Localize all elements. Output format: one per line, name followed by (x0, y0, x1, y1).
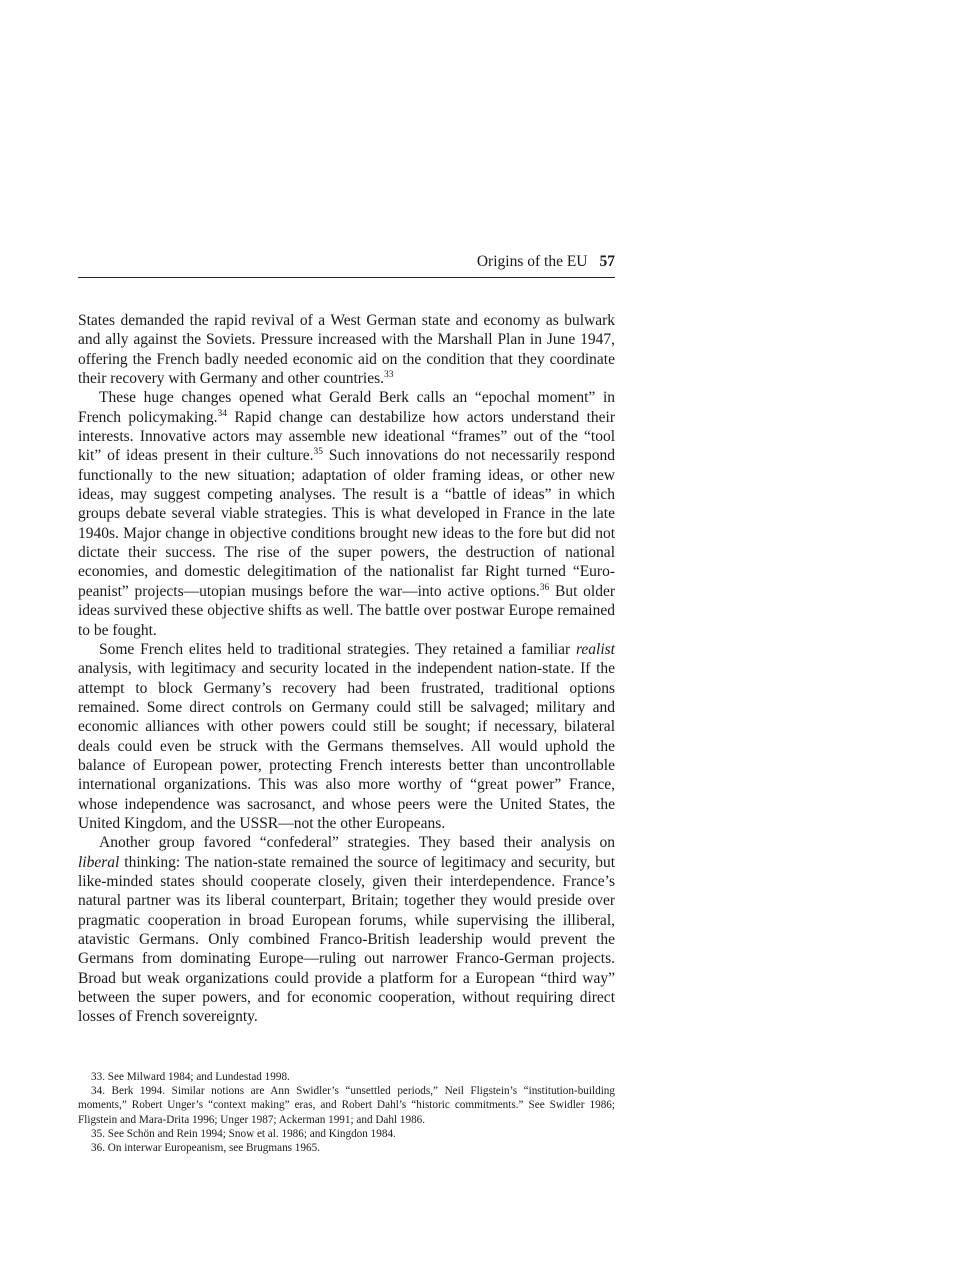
paragraph-1 (78, 311, 615, 388)
paragraph-2 (78, 388, 615, 639)
paragraph-text: Some French elites held to traditional strategies. They retained a familiar (99, 640, 576, 658)
footnote-33: 33. See Milward 1984; and Lundestad 1998. (91, 1071, 290, 1083)
running-header (78, 253, 615, 278)
footnote-36: 36. On interwar Europeanism, see Brugmans 1965. (91, 1142, 320, 1155)
paragraph-text: Such innovations do not necessarily respond functionally to the new situation; adaptation of older framing ideas, or other new ideas, may suggest competing analyses. The result is a “battle of ideas” in which groups debate several viable strategies. This is what developed in France in the late 1940s. Major change in objective conditions brought new ideas to the fore but did not dictate their success. The rise of the super powers, the destruction of national economies, and domestic delegitimation of the nationalist far Right turned “Euro-peanist” projects—utopian musings before the war—into active options. (78, 447, 615, 600)
paragraph-4 (78, 833, 615, 1026)
italic-term: liberal (78, 853, 120, 871)
footnote-34: 34. Berk 1994. Similar notions are Ann Swidler’s “unsettled periods,” Neil Fligstein’s “institution-building moments,” Robert Unger’s “context making” eras, and Robert Dahl’s “historic commitments.” See Swidler 1986; Fligstein and Mara-Drita 1996; Unger 1987; Ackerman 1991; and Dahl 1986. (78, 1085, 615, 1126)
body-text (78, 311, 615, 1027)
footnote-ref-34: 34 (217, 408, 228, 419)
paragraph-text: thinking: The nation-state remained the source of legitimacy and security, but like-minded states should cooperate closely, given their interdependence. France’s natural partner was its liberal counterpart, Britain; together they would preside over pragmatic cooperation in broad European forums, while supervising the illiberal, atavistic Germans. Only combined Franco-British leadership would prevent the Germans from dominating Europe—ruling out narrower Franco-German projects. Broad but weak organizations could provide a platform for a European “third way” between the super powers, and for economic cooperation, without requiring direct losses of French sovereignty. (78, 853, 615, 1026)
footnote-ref-36: 36 (539, 582, 550, 593)
paragraph-text: But older ideas survived these objective shifts as well. The battle over postwar Europe remained to be fought. (78, 582, 615, 639)
paragraph-text: Another group favored “confederal” strategies. They based their analysis on (99, 834, 615, 852)
footnote-35: 35. See Schön and Rein 1994; Snow et al. 1986; and Kingdon 1984. (91, 1127, 396, 1140)
italic-term: realist (575, 640, 615, 658)
running-title: Origins of the EU (476, 253, 588, 270)
paragraph-text: analysis, with legitimacy and security located in the independent nation-state. If the attempt to block Germany’s recovery had been frustrated, traditional options remained. Some direct controls on Germany could still be salvaged; military and economic alliances with other powers could still be sought; if necessary, bilateral deals could even be struck with the Germans themselves. All would uphold the balance of European power, protecting French interests better than uncontrollable international organizations. This was also more worthy of “great power” France, whose independence was sacrosanct, and whose peers were the United States, the United Kingdom, and the USSR—not the other Europeans. (78, 660, 615, 832)
footnote-ref-35: 35 (313, 447, 324, 458)
paragraph-3 (78, 640, 615, 833)
paragraph-text: States demanded the rapid revival of a West German state and economy as bulwark and ally against the Soviets. Pressure increased with the Marshall Plan in June 1947, offering the French badly needed economic aid on the condition that they coordinate their recovery with Germany and other countries. (78, 312, 615, 388)
footnote-ref-33: 33 (384, 369, 394, 380)
paragraph-text: These huge changes opened what Gerald Berk calls an “epochal moment” in French policymaking. (78, 389, 615, 426)
page-number: 57 (599, 253, 615, 270)
footnotes (78, 1070, 615, 1155)
paragraph-text: Rapid change can destabilize how actors understand their interests. Innovative actors may assemble new ideational “frames” out of the “tool kit” of ideas present in their culture. (78, 408, 615, 465)
